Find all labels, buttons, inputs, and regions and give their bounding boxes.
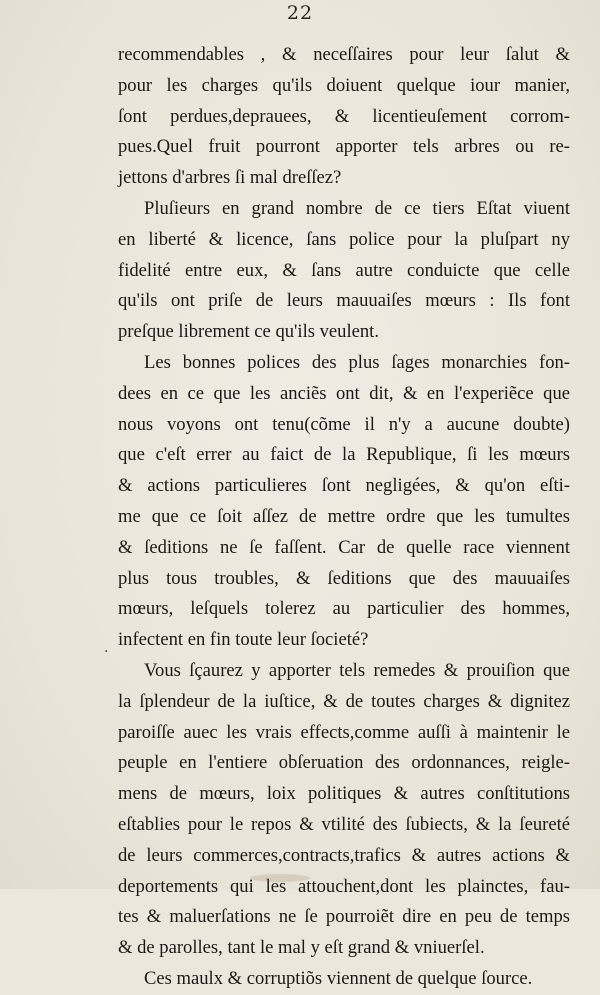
- text-line: pour les charges qu'ils doiuent quelque iour manier,: [118, 74, 570, 96]
- text-line: fidelité entre eux, & ſans autre conduicte que celle: [118, 259, 570, 281]
- text-line: preſque librement ce qu'ils veulent.: [118, 321, 379, 343]
- text-line: Ces maulx & corruptiõs viennent de quelque ſource.: [144, 967, 533, 989]
- text-line: pues.Quel fruit pourront apporter tels arbres ou re-: [118, 136, 570, 158]
- text-line: de leurs commerces,contracts,trafics & autres actions &: [118, 844, 570, 866]
- text-line: dees en ce que les anciẽs ont dit, & en l'experiẽce que: [118, 382, 570, 404]
- text-line: paroiſſe auec les vrais effects,comme auſſi à maintenir le: [118, 721, 570, 743]
- text-line: jettons d'arbres ſi mal dreſſez?: [118, 167, 342, 189]
- text-line: Pluſieurs en grand nombre de ce tiers Eſtat viuent: [144, 197, 570, 219]
- text-line: Vous ſçaurez y apporter tels remedes & prouiſion que: [144, 659, 570, 681]
- text-line: mens de mœurs, loix politiques & autres conſtitutions: [118, 783, 570, 805]
- text-line: ſont perdues,deprauees, & licentieuſement corrom-: [118, 105, 570, 127]
- text-line: nous voyons ont tenu(cõme il n'y a aucune doubte): [118, 413, 570, 435]
- page-body-text: [118, 40, 570, 995]
- page-number: 22: [286, 2, 314, 24]
- text-line: eſtablies pour le repos & vtilité des ſubiects, & la ſeureté: [118, 813, 570, 835]
- text-line: plus tous troubles, & ſeditions que des mauuaiſes: [118, 567, 570, 589]
- text-line: mœurs, leſquels tolerez au particulier des hommes,: [118, 598, 570, 620]
- text-line: & ſeditions ne ſe faſſent. Car de quelle race viennent: [118, 536, 570, 558]
- text-line: me que ce ſoit aſſez de mettre ordre que les tumultes: [118, 505, 570, 527]
- text-line: tes & maluerſations ne ſe pourroiẽt dire en peu de temps: [118, 906, 570, 928]
- text-line: qu'ils ont priſe de leurs mauuaiſes mœurs : Ils font: [118, 290, 570, 312]
- text-line: & actions particulieres ſont negligées, & qu'on eſti-: [118, 475, 570, 497]
- text-line: recommendables , & neceſſaires pour leur ſalut &: [118, 44, 570, 65]
- margin-mark: .: [104, 640, 109, 656]
- text-line: la ſplendeur de la iuſtice, & de toutes charges & dignitez: [118, 690, 570, 712]
- text-line: & de parolles, tant le mal y eſt grand & vniuerſel.: [118, 937, 485, 959]
- paper-stain: [250, 874, 310, 882]
- text-line: deportements qui les attouchent,dont les plainctes, fau-: [118, 875, 570, 897]
- text-line: peuple en l'entiere obſeruation des ordonnances, reigle-: [118, 752, 570, 774]
- text-line: en liberté & licence, ſans police pour la pluſpart ny: [118, 228, 570, 250]
- text-line: Les bonnes polices des plus ſages monarchies fon-: [144, 351, 570, 373]
- text-line: infectent en fin toute leur ſocieté?: [118, 629, 369, 651]
- text-line: que c'eſt errer au faict de la Republique, ſi les mœurs: [118, 444, 570, 466]
